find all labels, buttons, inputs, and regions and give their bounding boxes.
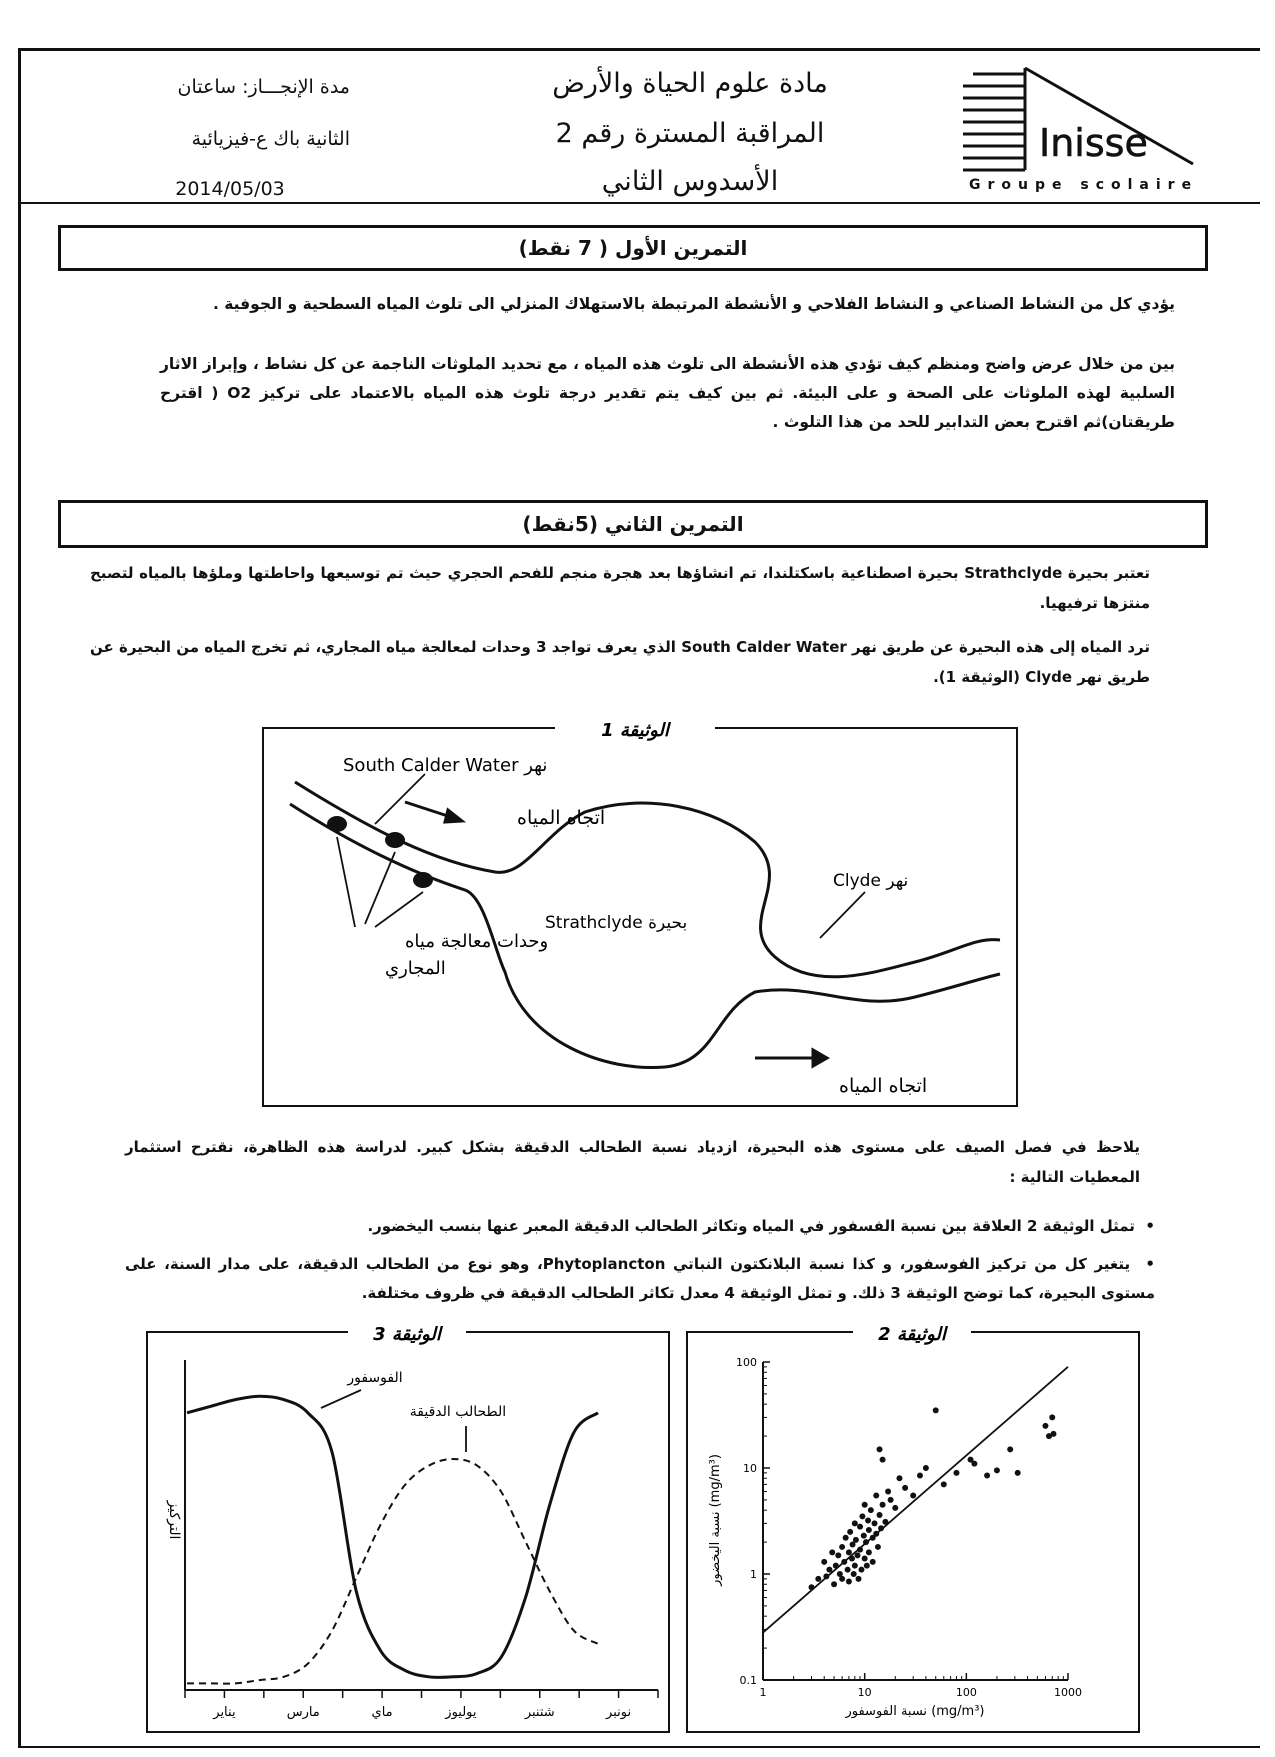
scatter-point bbox=[880, 1457, 886, 1463]
doc2-x-tick-label: 1 bbox=[759, 1686, 767, 1699]
bullet-text-2: يتغير كل من تركيز الفوسفور، و كذا نسبة البلانكتون النباتي Phytoplancton، وهو نوع من الطحالب الدقيقة، على مدار السنة، على مستوى البحيرة، كما توضح الوثيقة 3 ذلك. و تمثل الوثيقة 4 معدل تكاثر الطحالب الدقيقة في ظروف مختلفة. bbox=[125, 1255, 1155, 1302]
document1-title: الوثيقة 1 bbox=[601, 720, 669, 741]
doc3-month-label: ماي bbox=[371, 1705, 393, 1720]
scatter-point bbox=[984, 1472, 990, 1478]
doc3-month-label: شتنبر bbox=[524, 1705, 555, 1720]
scatter-point bbox=[896, 1475, 902, 1481]
scatter-point bbox=[856, 1576, 862, 1582]
doc2-x-label: نسبة الفوسفور (mg/m³) bbox=[845, 1704, 985, 1719]
scatter-point bbox=[864, 1563, 870, 1569]
algae-label: الطحالب الدقيقة bbox=[409, 1404, 507, 1420]
document3-title: الوثيقة 3 bbox=[373, 1324, 441, 1345]
doc3-month-label: يوليوز bbox=[445, 1705, 477, 1720]
scatter-point bbox=[845, 1567, 851, 1573]
scatter-point bbox=[835, 1552, 841, 1558]
scatter-point bbox=[902, 1485, 908, 1491]
level: الثانية باك ع-فيزيائية bbox=[191, 128, 350, 150]
scatter-point bbox=[857, 1524, 863, 1530]
doc2-x-tick-label: 1000 bbox=[1054, 1686, 1082, 1699]
scatter-point bbox=[1049, 1414, 1055, 1420]
scatter-point bbox=[852, 1563, 858, 1569]
scatter-point bbox=[865, 1517, 871, 1523]
doc3-y-label: التركيز bbox=[166, 1500, 182, 1540]
scatter-point bbox=[923, 1465, 929, 1471]
doc3-month-label: مارس bbox=[286, 1705, 320, 1720]
stations-label-line2: المجاري bbox=[385, 958, 446, 979]
scatter-point bbox=[1007, 1446, 1013, 1452]
doc2-x-tick-label: 10 bbox=[857, 1686, 872, 1699]
scatter-point bbox=[1042, 1423, 1048, 1429]
scatter-point bbox=[839, 1544, 845, 1550]
bullet-dot: • bbox=[1130, 1255, 1155, 1273]
scatter-point bbox=[853, 1537, 859, 1543]
semester-title: الأسدوس الثاني bbox=[601, 166, 779, 197]
scatter-point bbox=[888, 1497, 894, 1503]
scatter-point bbox=[846, 1549, 852, 1555]
scatter-point bbox=[953, 1470, 959, 1476]
scatter-point bbox=[829, 1549, 835, 1555]
doc3-month-label: نونبر bbox=[606, 1705, 632, 1720]
scatter-point bbox=[941, 1481, 947, 1487]
scatter-point bbox=[868, 1507, 874, 1513]
bullet-dot: • bbox=[1134, 1217, 1155, 1235]
scatter-point bbox=[826, 1567, 832, 1573]
scatter-point bbox=[851, 1571, 857, 1577]
scatter-point bbox=[994, 1467, 1000, 1473]
logo-name: Inisse bbox=[1039, 121, 1148, 165]
scatter-point bbox=[862, 1502, 868, 1508]
subject-title: مادة علوم الحياة والأرض bbox=[552, 68, 828, 99]
scatter-point bbox=[858, 1567, 864, 1573]
river-in-label: South Calder Water نهر bbox=[343, 755, 548, 776]
scatter-point bbox=[1050, 1431, 1056, 1437]
scatter-point bbox=[843, 1535, 849, 1541]
lake-label: Strathclyde بحيرة bbox=[545, 913, 688, 933]
treatment-station-2 bbox=[385, 832, 405, 848]
exam-title: المراقبة المسترة رقم 2 bbox=[555, 118, 825, 149]
scatter-point bbox=[875, 1544, 881, 1550]
scatter-point bbox=[870, 1559, 876, 1565]
exercise1-title: التمرين الأول ( 7 نقط) bbox=[58, 225, 1208, 271]
scatter-point bbox=[846, 1578, 852, 1584]
scatter-point bbox=[933, 1407, 939, 1413]
exercise2-title: التمرين الثاني (5نقط) bbox=[58, 500, 1208, 548]
scatter-point bbox=[821, 1559, 827, 1565]
river-out-label: Clyde نهر bbox=[833, 871, 909, 891]
scatter-point bbox=[862, 1556, 868, 1562]
scatter-point bbox=[872, 1520, 878, 1526]
frame-top bbox=[18, 48, 1260, 51]
doc2-y-label: نسبة اليخضور (mg/m³) bbox=[708, 1454, 723, 1586]
doc2-y-tick-label: 1 bbox=[750, 1568, 757, 1581]
scatter-point bbox=[852, 1520, 858, 1526]
scatter-point bbox=[859, 1513, 865, 1519]
scatter-point bbox=[880, 1502, 886, 1508]
doc2-x-tick-label: 100 bbox=[955, 1686, 977, 1699]
stations-label-line1: وحدات معالجة مياه bbox=[405, 931, 549, 952]
doc2-y-tick-label: 0.1 bbox=[739, 1674, 757, 1687]
exercise1-paragraph1: يؤدي كل من النشاط الصناعي و النشاط الفلاحي و الأنشطة المرتبطة بالاستهلاك المنزلي الى تلوث المياه السطحية و الجوفية . bbox=[212, 295, 1175, 313]
duration: مدة الإنجـــاز: ساعتان bbox=[177, 76, 350, 98]
document2-chart bbox=[683, 1320, 1143, 1735]
scatter-point bbox=[971, 1461, 977, 1467]
direction-label-1: اتجاه المياه bbox=[517, 807, 606, 829]
phosphorus-label: الفوسفور bbox=[347, 1370, 403, 1386]
scatter-point bbox=[892, 1505, 898, 1511]
bullet-item-1 bbox=[275, 1212, 1155, 1241]
exercise1-paragraph2: بين من خلال عرض واضح ومنظم كيف تؤدي هذه الأنشطة الى تلوث هذه المياه ، مع تحديد الملوثات الناجمة عن كل نشاط ، وإبراز الاثار السلبية لهذه الملوثات على الصحة و على البيئة. ثم بين كيف يتم تقدير درجة تلوث هذه المياه بالاعتماد على تركيز O2 ( اقترح طريقتان)ثم اقترح بعض التدابير للحد من هذا التلوث . bbox=[160, 355, 1175, 431]
scatter-point bbox=[866, 1549, 872, 1555]
frame-bottom bbox=[18, 1746, 1260, 1748]
exercise2-paragraph3: يلاحظ في فصل الصيف على مستوى هذه البحيرة، ازدياد نسبة الطحالب الدقيقة بشكل كبير. لدراسة هذه الظاهرة، نقترح استثمار المعطيات التالية : bbox=[125, 1138, 1140, 1186]
direction-label-2: اتجاه المياه bbox=[839, 1075, 928, 1097]
document2-title: الوثيقة 2 bbox=[878, 1324, 946, 1345]
exam-date: 2014/05/03 bbox=[175, 178, 285, 200]
scatter-point bbox=[1015, 1470, 1021, 1476]
logo-subtitle: Groupe scolaire bbox=[969, 177, 1199, 193]
bullet-text-1: تمثل الوثيقة 2 العلاقة بين نسبة الفسفور في المياه وتكاثر الطحالب الدقيقة المعبر عنها بنسب اليخضور. bbox=[367, 1217, 1135, 1235]
treatment-station-3 bbox=[413, 872, 433, 888]
scatter-point bbox=[910, 1493, 916, 1499]
frame-left bbox=[18, 48, 21, 1748]
exercise2-paragraph2: ترد المياه إلى هذه البحيرة عن طريق نهر South Calder Water الذي يعرف تواجد 3 وحدات لمعالجة مياه المجاري، ثم تخرج المياه من البحيرة عن طريق نهر Clyde (الوثيقة 1). bbox=[90, 638, 1150, 686]
scatter-point bbox=[847, 1529, 853, 1535]
scatter-point bbox=[885, 1489, 891, 1495]
document3-chart bbox=[143, 1320, 673, 1735]
document1-figure bbox=[255, 712, 1025, 1112]
scatter-point bbox=[877, 1512, 883, 1518]
scatter-point bbox=[839, 1576, 845, 1582]
doc2-y-tick-label: 100 bbox=[736, 1356, 757, 1369]
doc3-month-label: يناير bbox=[213, 1705, 236, 1720]
scatter-point bbox=[831, 1581, 837, 1587]
scatter-point bbox=[861, 1533, 867, 1539]
scatter-point bbox=[815, 1576, 821, 1582]
frame-header-rule bbox=[18, 202, 1260, 204]
scatter-point bbox=[873, 1493, 879, 1499]
bullet-item-2 bbox=[125, 1250, 1155, 1308]
exercise2-paragraph1: تعتبر بحيرة Strathclyde بحيرة اصطناعية باسكتلندا، تم انشاؤها بعد هجرة منجم للفحم الحجري حيث تم توسيعها واحاطتها وملؤها بالمياه لتصبح منتزها ترفيهيا. bbox=[90, 564, 1151, 612]
doc2-y-tick-label: 10 bbox=[743, 1462, 757, 1475]
scatter-point bbox=[917, 1472, 923, 1478]
scatter-point bbox=[866, 1527, 872, 1533]
scatter-point bbox=[877, 1446, 883, 1452]
treatment-station-1 bbox=[327, 816, 347, 832]
school-logo bbox=[955, 64, 1200, 200]
